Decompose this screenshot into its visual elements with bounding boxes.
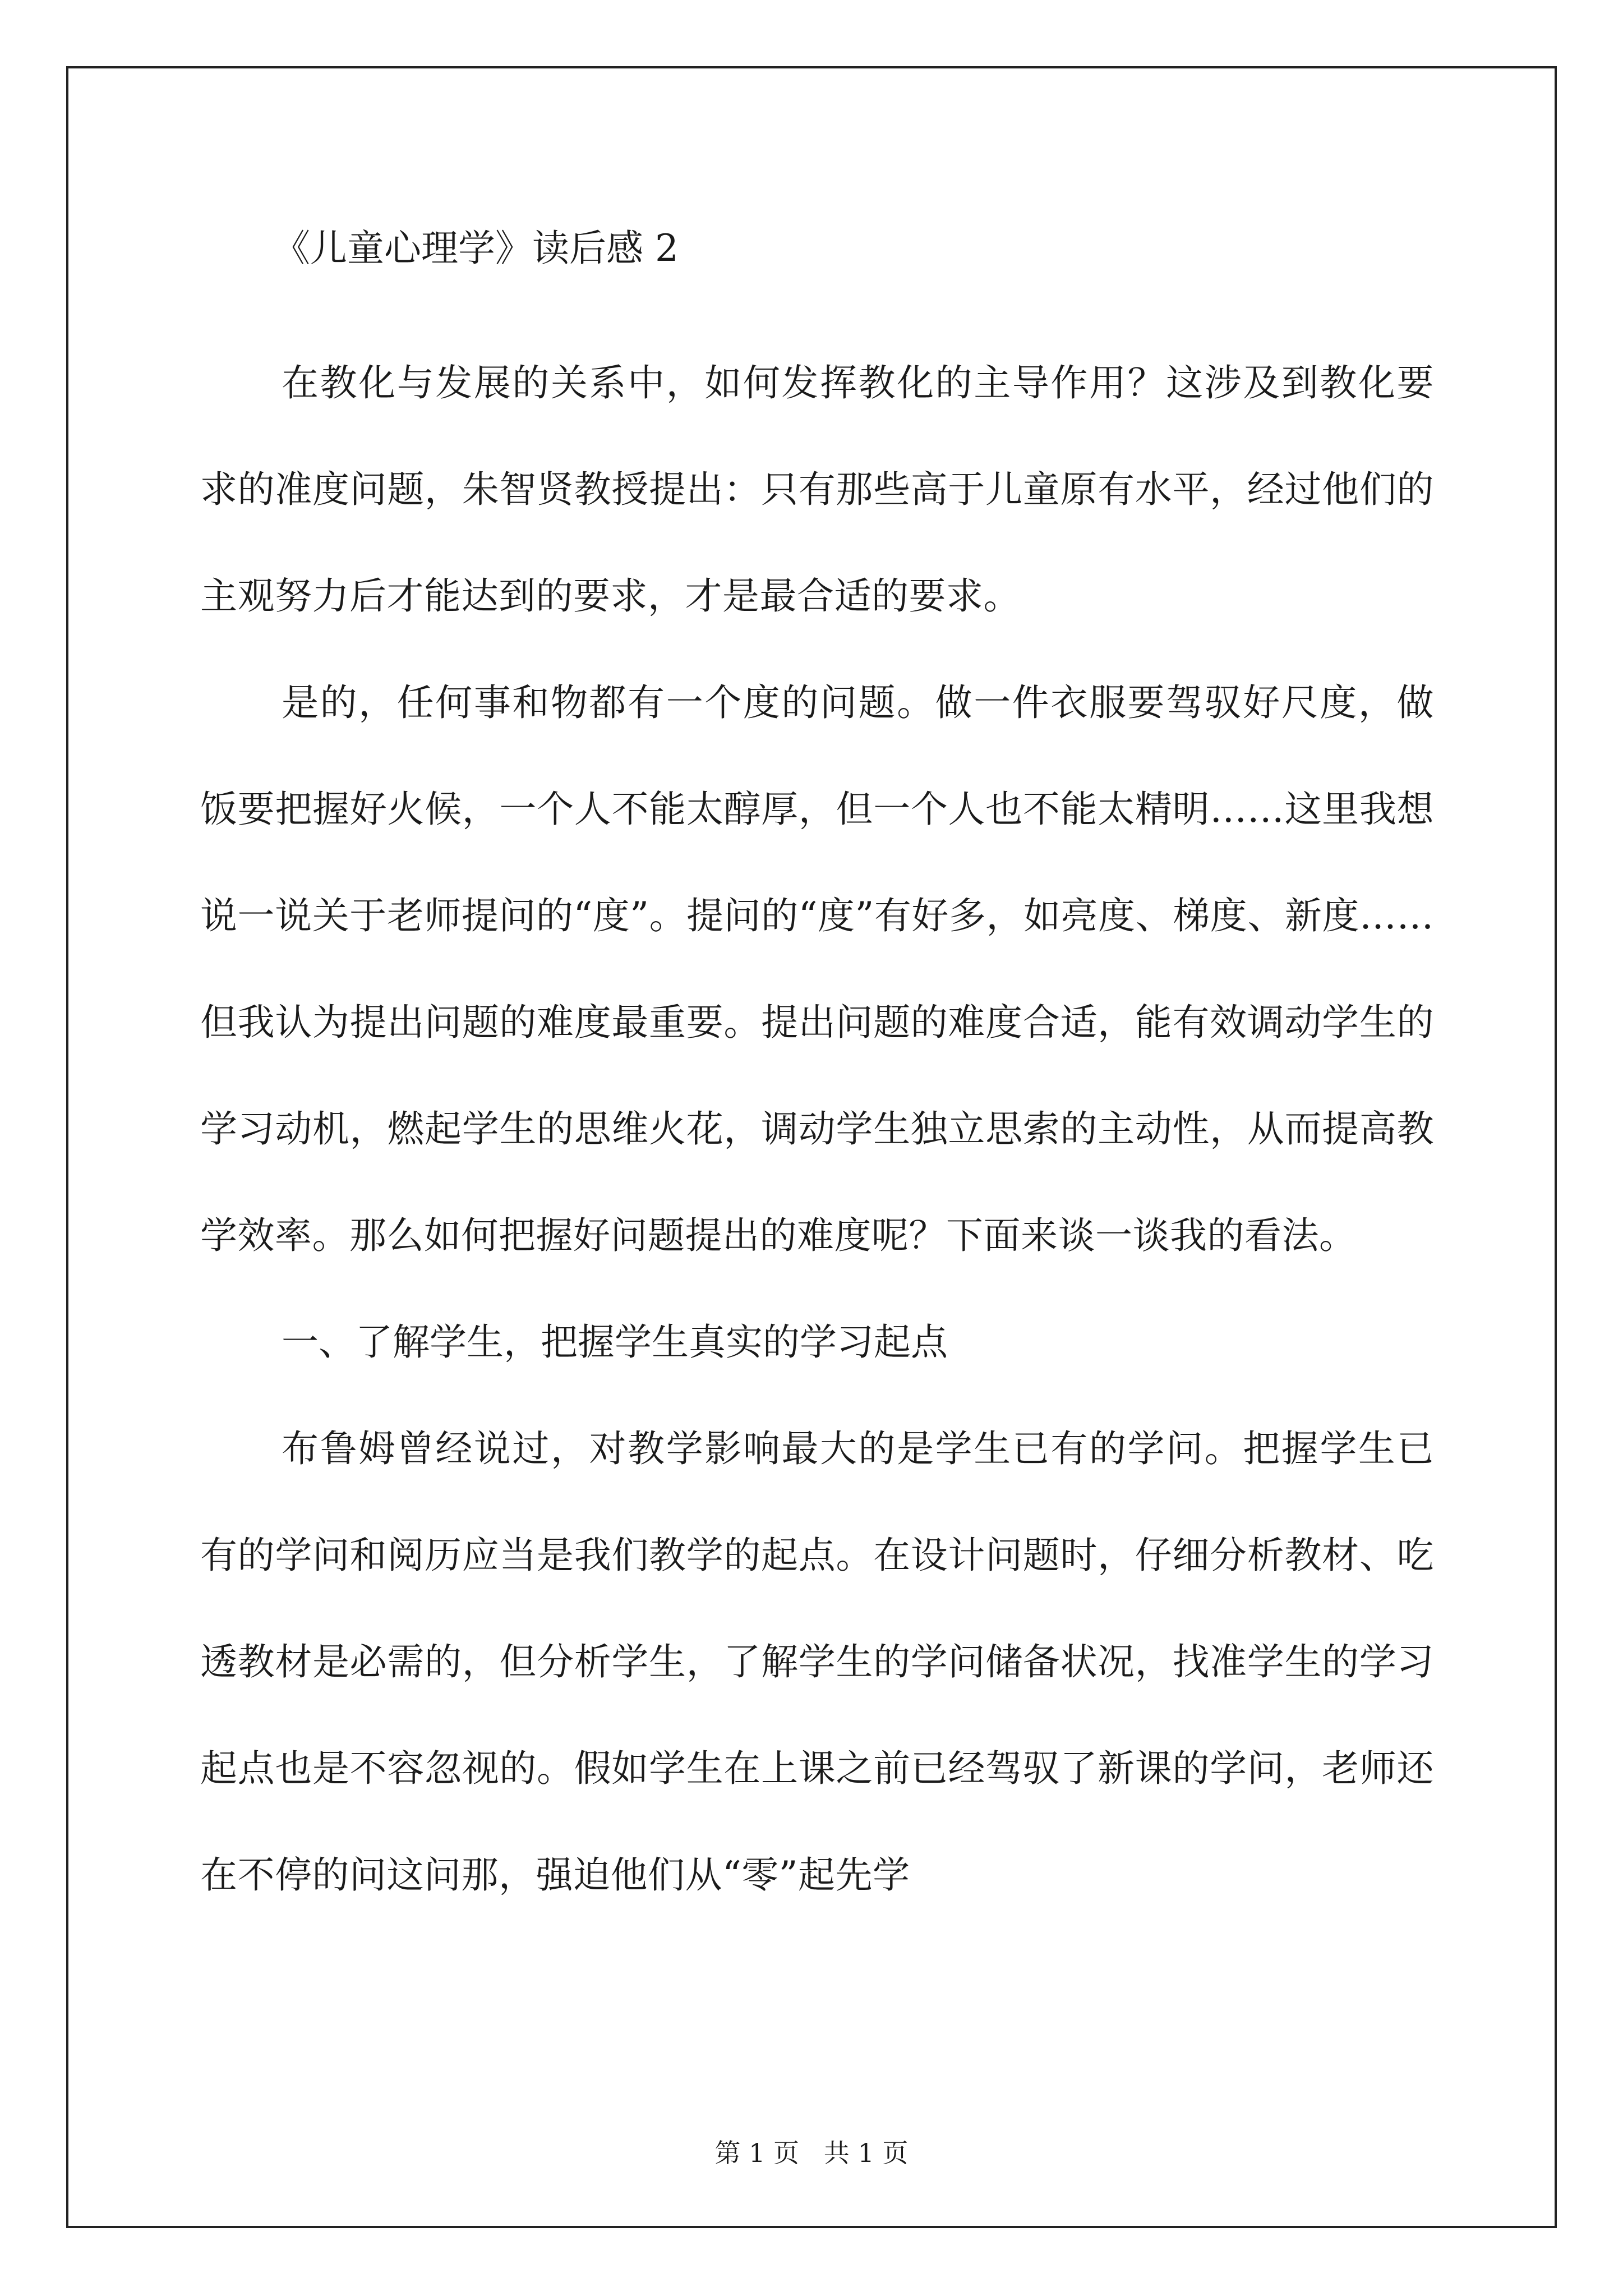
paragraph-1: 在教化与发展的关系中，如何发挥教化的主导作用？这涉及到教化要求的准度问题，朱智贤教授提出：只有那些高于儿童原有水平，经过他们的主观努力后才能达到的要求，才是最合适的要求。 bbox=[200, 361, 1434, 618]
document-body bbox=[200, 223, 1434, 1929]
section-heading: 一、了解学生，把握学生真实的学习起点 bbox=[282, 1320, 948, 1364]
page-footer: 第 1 页 共 1 页 bbox=[714, 2138, 909, 2168]
paragraph-2: 是的，任何事和物都有一个度的问题。做一件衣服要驾驭好尺度，做饭要把握好火候，一个人不能太醇厚，但一个人也不能太精明……这里我想说一说关于老师提问的“度”。提问的“度”有好多，如亮度、梯度、新度……但我认为提出问题的难度最重要。提出问题的难度合适，能有效调动学生的学习动机，燃起学生的思维火花，调动学生独立思索的主动性，从而提高教学效率。那么如何把握好问题提出的难度呢？下面来谈一谈我的看法。 bbox=[200, 681, 1434, 1257]
paragraph-3: 布鲁姆曾经说过，对教学影响最大的是学生已有的学问。把握学生已有的学问和阅历应当是我们教学的起点。在设计问题时，仔细分析教材、吃透教材是必需的，但分析学生，了解学生的学问储备状况，找准学生的学习起点也是不容忽视的。假如学生在上课之前已经驾驭了新课的学问，老师还在不停的问这问那，强迫他们从“零”起先学 bbox=[200, 1427, 1434, 1897]
document-title: 《儿童心理学》读后感 2 bbox=[273, 227, 679, 270]
